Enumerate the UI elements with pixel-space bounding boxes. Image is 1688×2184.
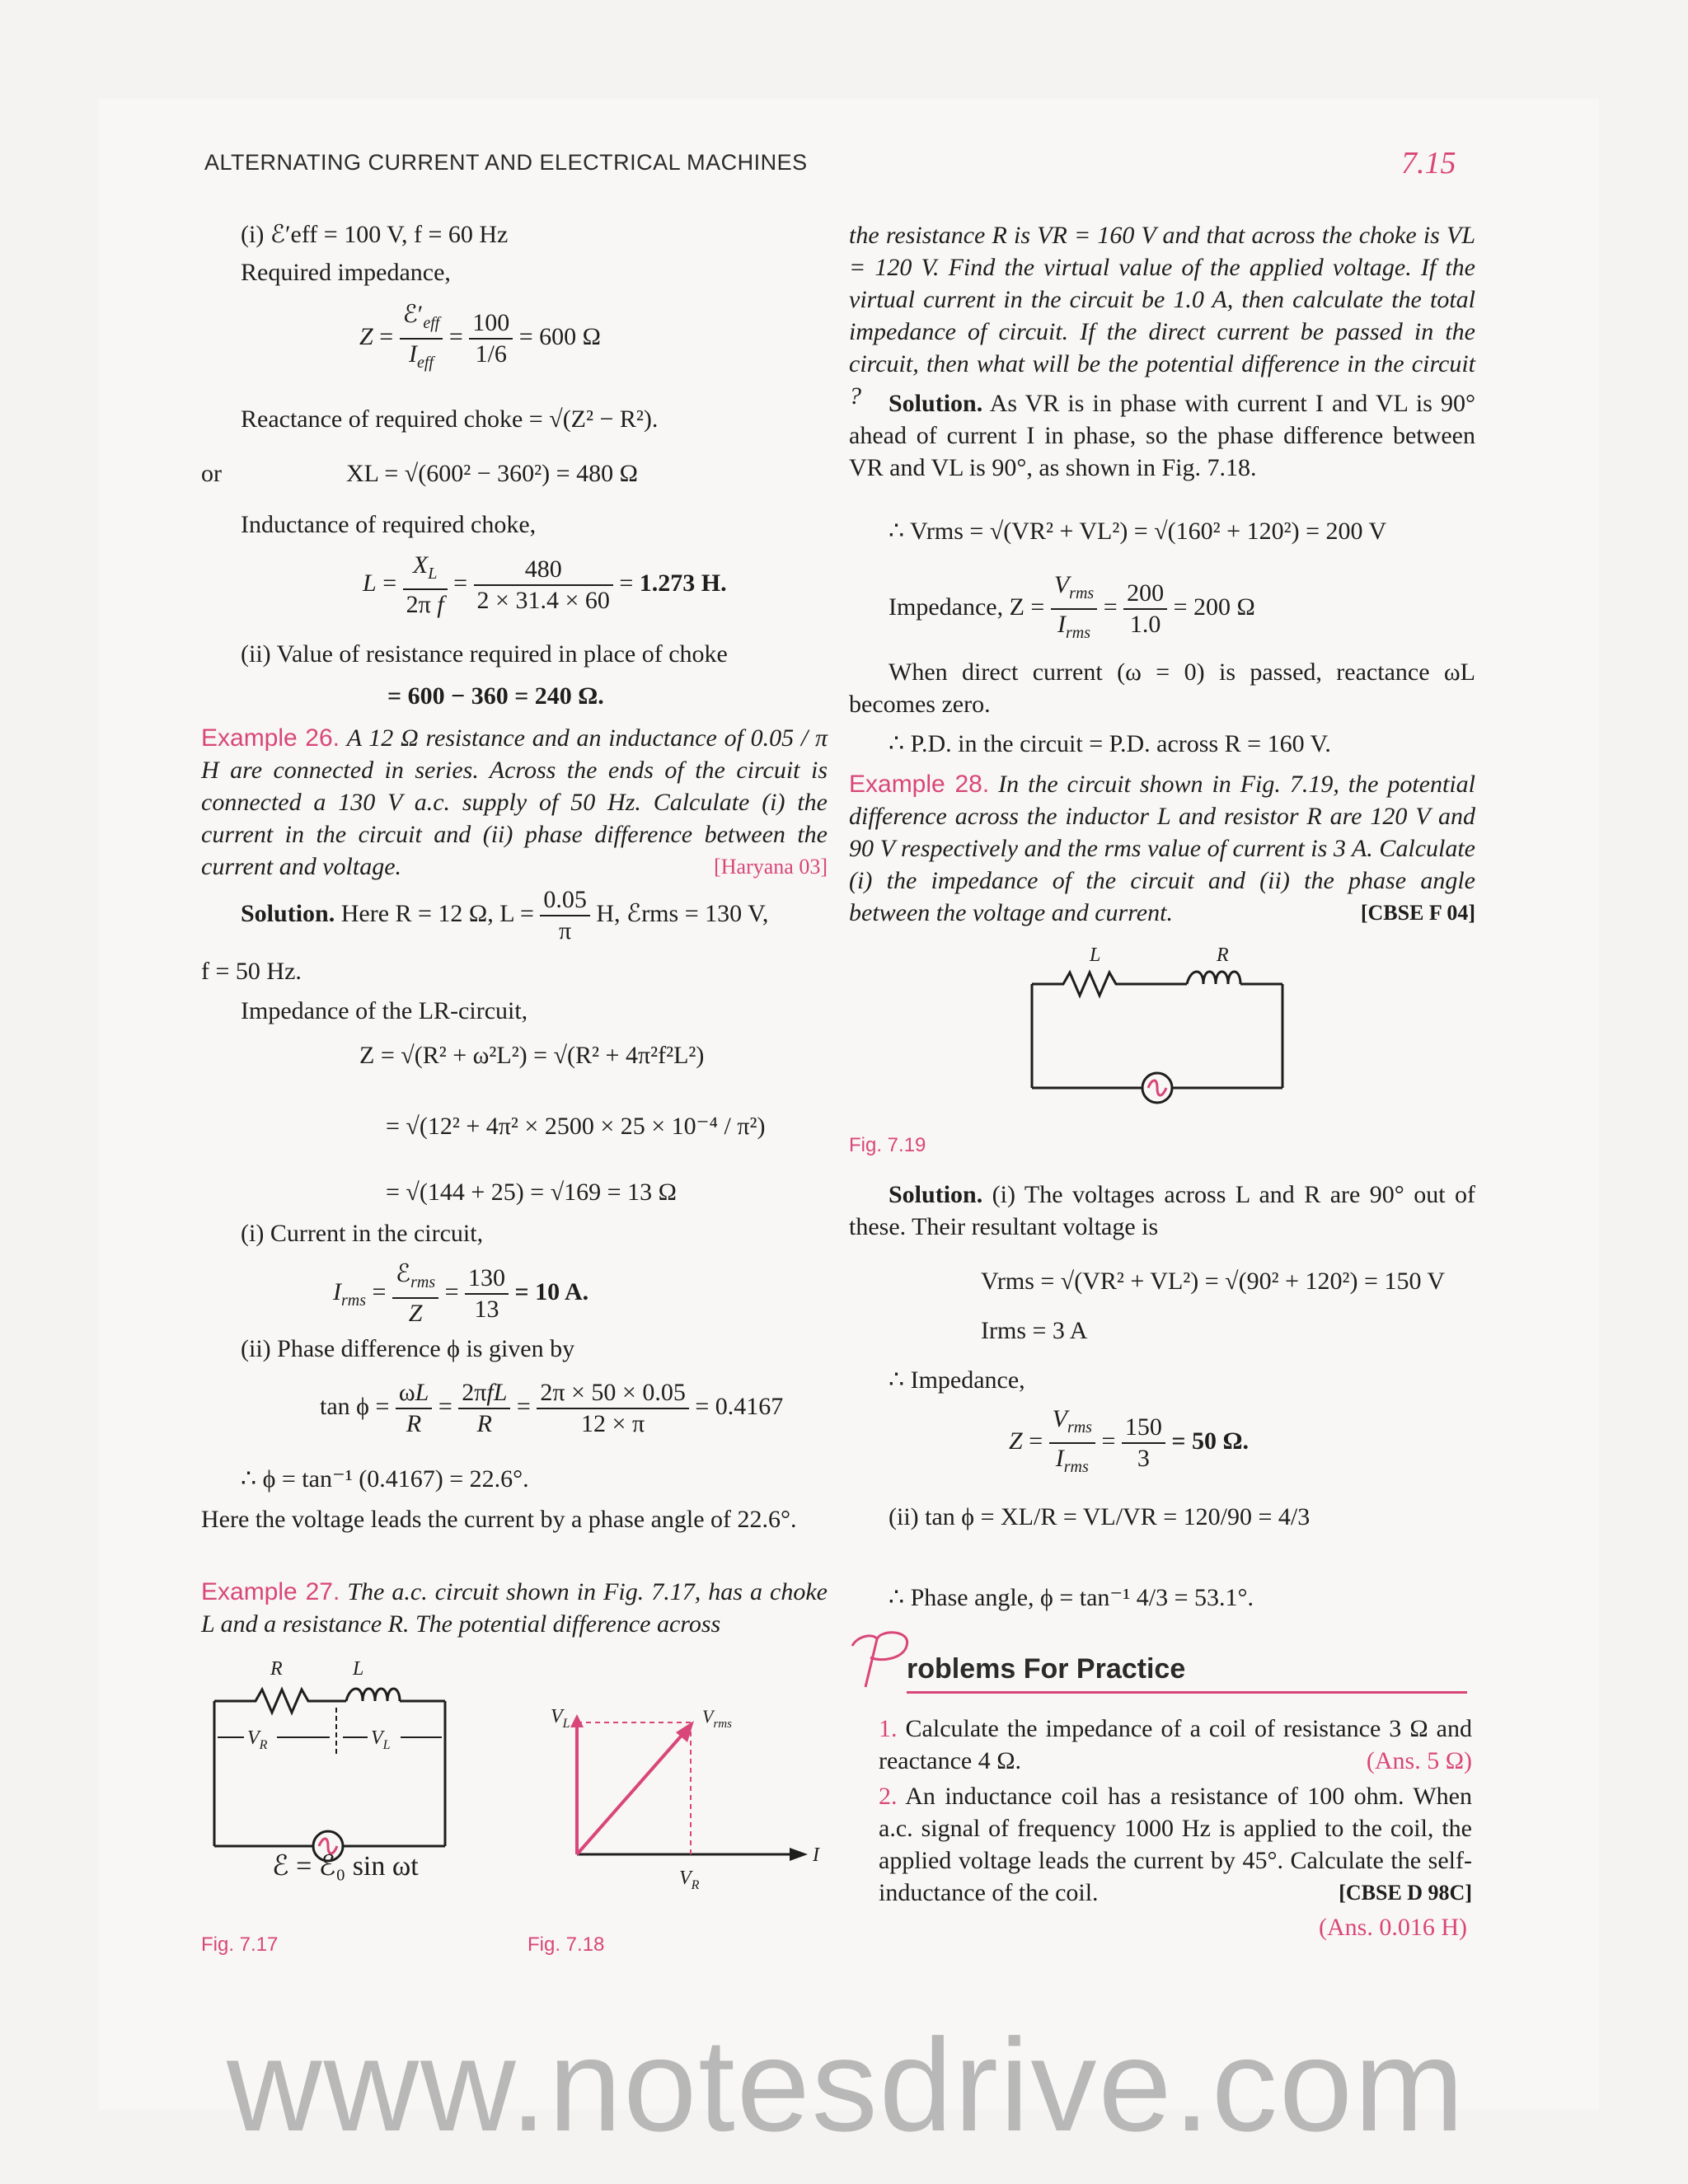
svg-text:VL: $V_L$ [551,1706,570,1731]
problems-p-flourish-icon [841,1628,915,1694]
svg-text:VR: $V_R$ [679,1868,700,1892]
lr-impedance-label: Impedance of the LR-circuit, [241,997,528,1024]
inductance-equation: L = $\frac{X_L}{\text{2π f}}$ = $\frac{480}{2 \times 31.4 \times 60}$ = 1.273 H. [363,551,727,618]
problem-1-number: 1. [879,1715,898,1742]
impedance-equation: Z = $\frac{ℰ'_{eff}}{I_{eff}}$ = $\frac{100}{1/6}$ = 600 Ω [359,301,601,372]
svg-text:VR: $V_R$ [247,1727,268,1752]
pd-result: ∴ P.D. in the circuit = P.D. across R = 160 V. [889,730,1331,757]
current-label: (i) Current in the circuit, [241,1220,484,1247]
i28-equation: Irms = 3 A [981,1317,1088,1344]
phase-label: (ii) Phase difference ϕ is given by [241,1335,575,1362]
xl-equation: XL = √(600² − 360²) = 480 Ω [346,460,638,487]
irms-result: = 10 A. [514,1277,589,1305]
l-label: L [1090,944,1101,966]
fig-7-18-caption: Fig. 7.18 [528,1933,605,1956]
problem-1-answer: (Ans. 5 Ω) [1366,1747,1472,1774]
inductor-symbol [346,1689,400,1701]
z-line-2: = √(12² + 4π² × 2500 × 25 × 10⁻⁴ / π²) [386,1113,766,1140]
fig-7-17-caption: Fig. 7.17 [201,1933,279,1956]
vrms-phasor [577,1731,686,1854]
solution-28-label: Solution. [889,1181,983,1208]
solution-28 [849,1179,1475,1243]
svg-text:VL: $V_L$ [371,1727,391,1752]
example-26 [201,722,828,883]
solution-28-text: (i) The voltages across L and R are 90° out of these. Their resultant voltage is [849,1181,1476,1240]
resistance-label: (ii) Value of resistance required in place of choke [241,640,728,668]
solution-27-text: As VR is in phase with current I and VL is 90° ahead of current I in phase, so the phase difference between VR and VL is 90°, as shown in Fig. 7.18. [849,390,1475,481]
inductance-result: 1.273 H. [639,569,727,597]
irms-equation: $I_{rms}$ = $\frac{ℰ_{rms}}{Z}$ = $\frac{130}{13}$ = 10 A. [333,1260,589,1327]
example-28-label: Example 28. [849,771,990,798]
running-header: ALTERNATING CURRENT AND ELECTRICAL MACHINES [204,150,808,175]
solution-27 [849,387,1475,484]
phase-angle-28: ∴ Phase angle, ϕ = tan⁻¹ 4/3 = 53.1°. [889,1584,1254,1611]
tan-phi-equation: tan ϕ = $\frac{\omega L}{R}$ = $\frac{\text{2πfL}}{R}$ = $\frac{2\pi \times 50 \times 0.05}{12 \times \pi}$ = 0.4167 [320,1379,784,1437]
given-values: (i) ℰ′eff = 100 V, f = 60 Hz [241,221,509,248]
svg-text:I: I [813,1844,819,1866]
page-number: 7.15 [1401,146,1456,180]
solution-26-line: Solution. Here R = 12 Ω, L = $\frac{0.05}{\pi}$ H, ℰrms = 130 V, [241,886,769,944]
watermark: www.notesdrive.com [227,2011,1466,2158]
direct-current-note: When direct current (ω = 0) is passed, reactance ωL becomes zero. [849,658,1475,718]
example-26-label: Example 26. [201,724,340,752]
z28-equation: Z = $\frac{V_{rms}}{I_{rms}}$ = $\frac{150}{3}$ = 50 Ω. [1009,1405,1249,1476]
impedance-27-result: = 200 Ω [1173,593,1255,621]
fig-7-19-caption: Fig. 7.19 [849,1134,926,1156]
frequency-given: f = 50 Hz. [201,958,302,985]
example-27-label: Example 27. [201,1578,340,1605]
problem-2-text: An inductance coil has a resistance of 100 ohm. When a.c. signal of frequency 1000 Hz is applied to the coil, the applied voltage leads the current by 45°. Calculate the self-inductance of the coil. [879,1783,1472,1906]
z28-result: = 50 Ω. [1171,1427,1249,1455]
problems-rule [907,1691,1467,1694]
r-label: R [1217,944,1229,966]
example-28-text: In the circuit shown in Fig. 7.19, the potential difference across the inductor L and resistor R are 120 V and 90 V respectively and the rms value of current is 3 A. Calculate (i) the impedance of the circuit and (ii) the phase angle between the voltage and current. [849,771,1476,926]
example-26-text: A 12 Ω resistance and an inductance of 0.05 / π H are connected in series. Across the ends of the circuit is connected a 130 V a.c. supply of 50 Hz. Calculate (i) the current in the circuit and (ii) phase difference between the current and voltage. [201,724,828,880]
example-28-source: [CBSE F 04] [1360,901,1475,925]
problem-1 [879,1713,1472,1777]
solution-26-label: Solution. [241,899,335,927]
required-impedance-label: Required impedance, [241,259,451,286]
figure-7-18-phasor [544,1698,841,1912]
or-word: or [201,460,222,487]
problem-2-source: [CBSE D 98C] [1339,1881,1472,1905]
example-26-source: [Haryana 03] [714,855,828,879]
r-label: R [270,1658,283,1680]
example-27 [201,1576,828,1640]
solution-26-given-2: H, ℰrms = 130 V, [596,899,769,927]
example-27-continued: the resistance R is VR = 160 V and that across the choke is VL = 120 V. Find the virtual value of the applied voltage. If the virtual current in the circuit be 1.0 A, then calculate the total impedance of circuit. If the direct current be passed in the circuit, then what will be the potential difference in the circuit ? [849,222,1475,410]
solution-27-label: Solution. [889,390,983,417]
problem-2 [879,1780,1472,1909]
tan-phi-result: = 0.4167 [695,1392,784,1420]
resistor-symbol [214,1690,346,1713]
z-line-3: = √(144 + 25) = √169 = 13 Ω [386,1179,677,1206]
vrms-equation: ∴ Vrms = √(VR² + VL²) = √(160² + 120²) = 200 V [889,518,1387,545]
svg-text:Vrms: $V_{rms}$ [702,1706,732,1731]
voltage-leads: Here the voltage leads the current by a phase angle of 22.6°. [201,1506,797,1533]
l-label: L [353,1658,364,1680]
inductance-label: Inductance of required choke, [241,511,537,538]
problem-2-number: 2. [879,1783,898,1810]
impedance-27-equation: Impedance, Z = $\frac{V_{rms}}{I_{rms}}$ = $\frac{200}{1.0}$ = 200 Ω [889,571,1255,642]
phi-result: ∴ ϕ = tan⁻¹ (0.4167) = 22.6°. [241,1465,529,1493]
problems-title: roblems For Practice [907,1653,1186,1685]
figure-7-19-circuit [1022,941,1302,1114]
tan-28-equation: (ii) tan ϕ = XL/R = VL/VR = 120/90 = 4/3 [889,1503,1311,1530]
problem-2-answer: (Ans. 0.016 H) [1319,1914,1467,1941]
impedance-28-label: ∴ Impedance, [889,1366,1025,1394]
z-line-1: Z = √(R² + ω²L²) = √(R² + 4π²f²L²) [359,1042,705,1069]
problem-1-text: Calculate the impedance of a coil of resistance 3 Ω and reactance 4 Ω. [879,1715,1472,1774]
v28-equation: Vrms = √(VR² + VL²) = √(90² + 120²) = 150 V [981,1268,1446,1295]
resistance-result: = 600 − 360 = 240 Ω. [387,682,604,710]
inductor-symbol [1187,972,1240,984]
emf-equation: ℰ = ℰ₀ sin ωt [272,1851,419,1882]
example-27-text: The a.c. circuit shown in Fig. 7.17, has a choke L and a resistance R. The potential difference across [201,1578,828,1638]
resistor-symbol [1032,972,1187,996]
reactance-choke-line: Reactance of required choke = √(Z² − R²). [241,405,659,433]
example-28 [849,768,1475,929]
impedance-27-label: Impedance, Z = [889,593,1045,621]
solution-26-given: Here R = 12 Ω, L = [340,899,534,927]
